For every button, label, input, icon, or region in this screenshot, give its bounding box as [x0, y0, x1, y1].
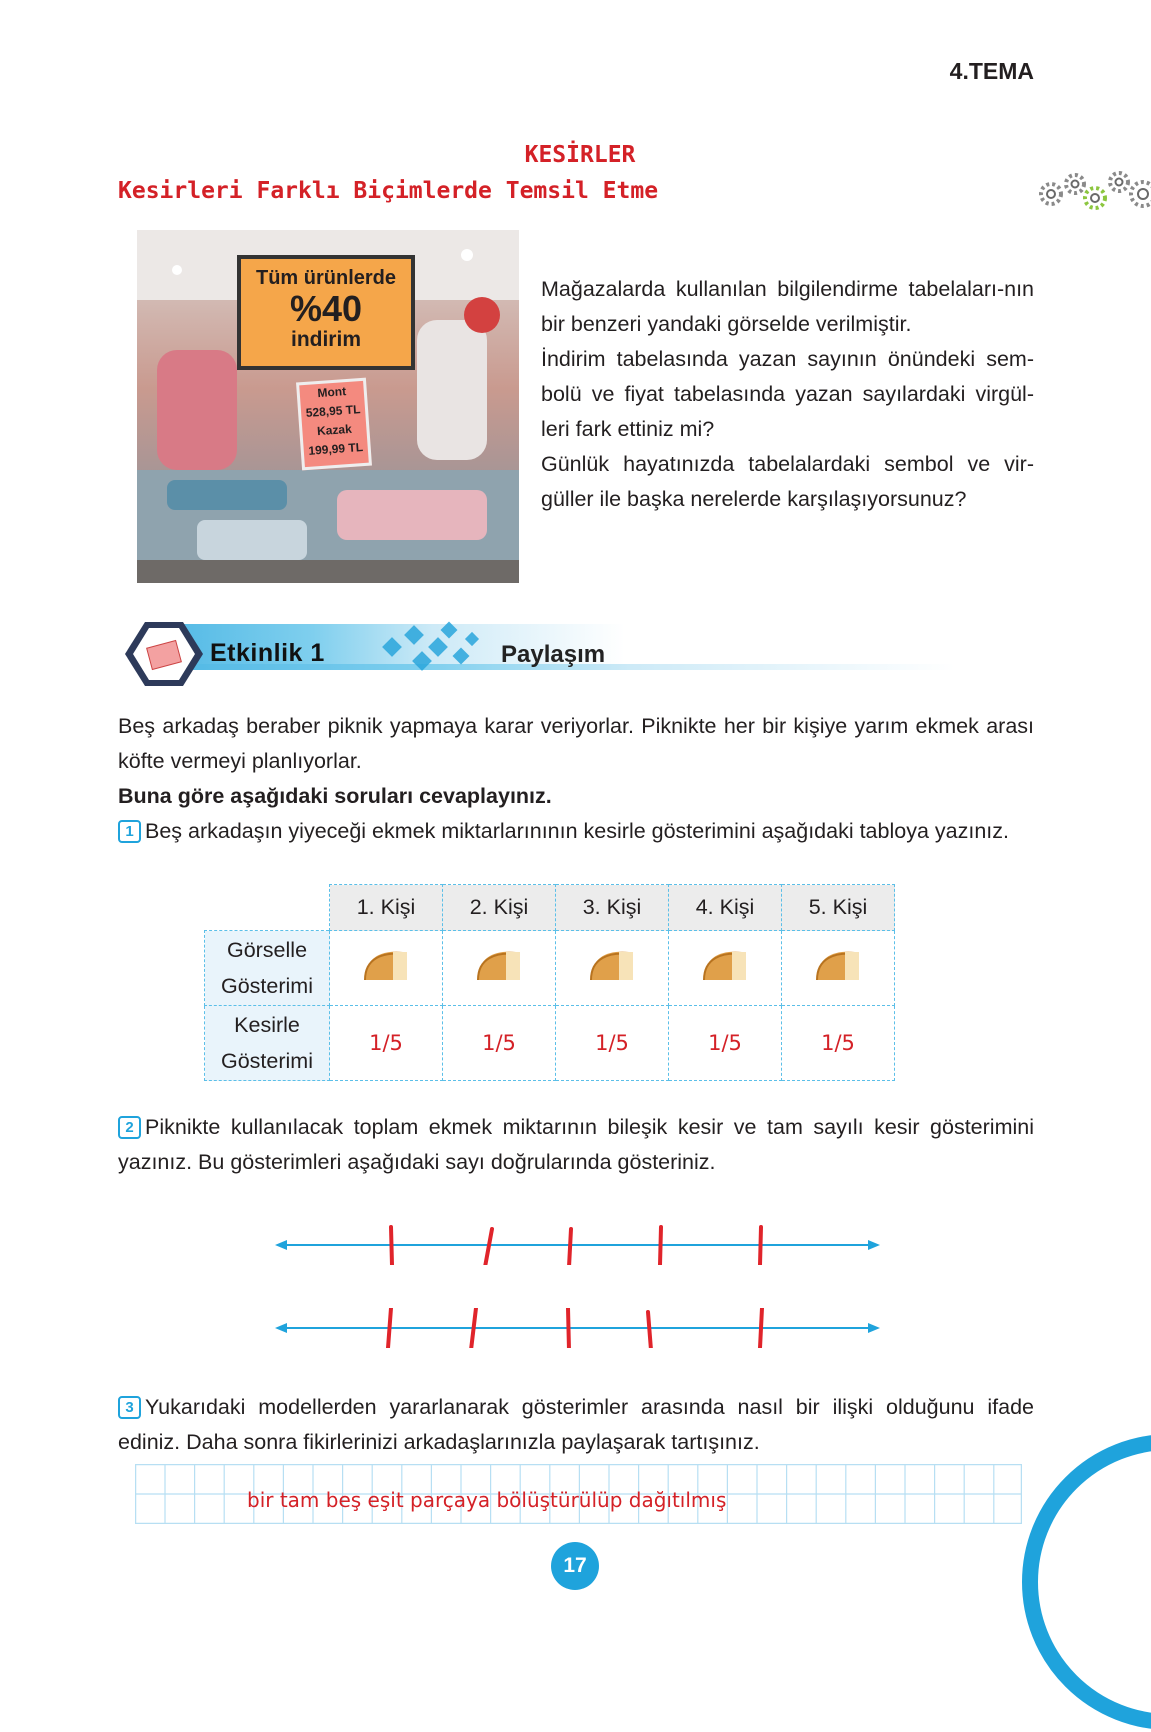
gears-icon	[1031, 168, 1151, 218]
table-corner	[205, 885, 330, 931]
bread-icon	[702, 948, 748, 982]
question-number-1: 1	[118, 820, 141, 843]
bread-icon	[589, 948, 635, 982]
answer-cell[interactable]	[330, 1006, 443, 1081]
fraction-answer: 1/5	[595, 1030, 629, 1055]
instruction-text: Buna göre aşağıdaki soruları cevaplayınız.	[118, 784, 552, 808]
answer-cell[interactable]	[443, 1006, 556, 1081]
table-header: 2. Kişi	[443, 885, 556, 931]
question-1	[118, 814, 1034, 849]
table-header: 1. Kişi	[330, 885, 443, 931]
store-photo	[137, 230, 519, 583]
tag-price2: 199,99 TL	[307, 440, 364, 458]
sign-line3: indirim	[290, 328, 361, 351]
number-line-2[interactable]	[275, 1308, 880, 1348]
question-1-text: Beş arkadaşın yiyeceği ekmek miktarlarınının kesirle gösterimini aşağıdaki tabloya yazınız.	[145, 819, 1009, 843]
story-text: Beş arkadaş beraber piknik yapmaya karar veriyorlar. Piknikte her bir kişiye yarım ekmek arası köfte vermeyi planlıyorlar.	[118, 714, 1034, 773]
page-number: 17	[551, 1542, 599, 1590]
visual-cell	[669, 931, 782, 1006]
intro-p2: İndirim tabelasında yazan sayının önündeki sem-bolü ve fiyat tabelasında yazan sayılardaki virgül-leri fark ettiniz mi?	[541, 347, 1034, 441]
intro-p1: Mağazalarda kullanılan bilgilendirme tabelaları-nın bir benzeri yandaki görselde verilmiştir.	[541, 277, 1034, 336]
table-header: 5. Kişi	[782, 885, 895, 931]
row-label-fraction	[205, 1006, 330, 1081]
bread-icon	[815, 948, 861, 982]
decorative-arc	[1020, 1432, 1151, 1732]
activity-label: Etkinlik 1	[210, 639, 325, 667]
intro-p3: Günlük hayatınızda tabelalardaki sembol ve vir-güller ile başka nerelerde karşılaşıyorsunuz?	[541, 452, 1034, 511]
visual-cell	[443, 931, 556, 1006]
question-2-text: Piknikte kullanılacak toplam ekmek miktarının bileşik kesir ve tam sayılı kesir gösterimini yazınız. Bu gösterimleri aşağıdaki sayı doğrularında gösteriniz.	[118, 1115, 1034, 1174]
fraction-answer: 1/5	[369, 1030, 403, 1055]
page-title: KESİRLER	[524, 142, 636, 168]
answer-cell[interactable]	[782, 1006, 895, 1081]
fraction-answer: 1/5	[482, 1030, 516, 1055]
intro-text	[541, 272, 1034, 517]
row-label-line: Kesirle	[234, 1013, 300, 1037]
table-header: 3. Kişi	[556, 885, 669, 931]
bread-icon	[363, 948, 409, 982]
number-line-1[interactable]	[275, 1225, 880, 1265]
written-answer: bir tam beş eşit parçaya bölüştürülüp dağıtılmış	[247, 1488, 727, 1512]
row-label-line: Gösterimi	[221, 974, 313, 998]
tag-price1: 528,95 TL	[305, 402, 361, 420]
fraction-answer: 1/5	[708, 1030, 742, 1055]
question-number-2: 2	[118, 1116, 141, 1139]
tag-item2: Kazak	[316, 421, 353, 439]
visual-cell	[782, 931, 895, 1006]
sign-line1: Tüm ürünlerde	[255, 267, 396, 289]
page-subtitle: Kesirleri Farklı Biçimlerde Temsil Etme	[118, 178, 659, 204]
question-3	[118, 1390, 1034, 1460]
price-tag	[296, 378, 372, 471]
question-number-3: 3	[118, 1396, 141, 1419]
tag-item1: Mont	[316, 384, 347, 401]
row-label-line: Gösterimi	[221, 1049, 313, 1073]
answer-cell[interactable]	[669, 1006, 782, 1081]
theme-label: 4.TEMA	[949, 58, 1034, 84]
fraction-table	[204, 884, 895, 1081]
question-3-text: Yukarıdaki modellerden yararlanarak gösterimler arasında nasıl bir ilişki olduğunu ifade ediniz. Daha sonra fikirlerinizi arkadaşlarınızla paylaşarak tartışınız.	[118, 1395, 1034, 1454]
sign-percent: %40	[289, 288, 363, 329]
row-label-line: Görselle	[226, 938, 308, 962]
visual-cell	[330, 931, 443, 1006]
answer-cell[interactable]	[556, 1006, 669, 1081]
bread-icon	[476, 948, 522, 982]
fraction-answer: 1/5	[821, 1030, 855, 1055]
question-2	[118, 1110, 1034, 1180]
table-header: 4. Kişi	[669, 885, 782, 931]
activity-title: Paylaşım	[501, 641, 606, 668]
row-label-visual	[205, 931, 330, 1006]
discount-sign	[237, 255, 415, 370]
activity-text	[118, 709, 1034, 849]
visual-cell	[556, 931, 669, 1006]
